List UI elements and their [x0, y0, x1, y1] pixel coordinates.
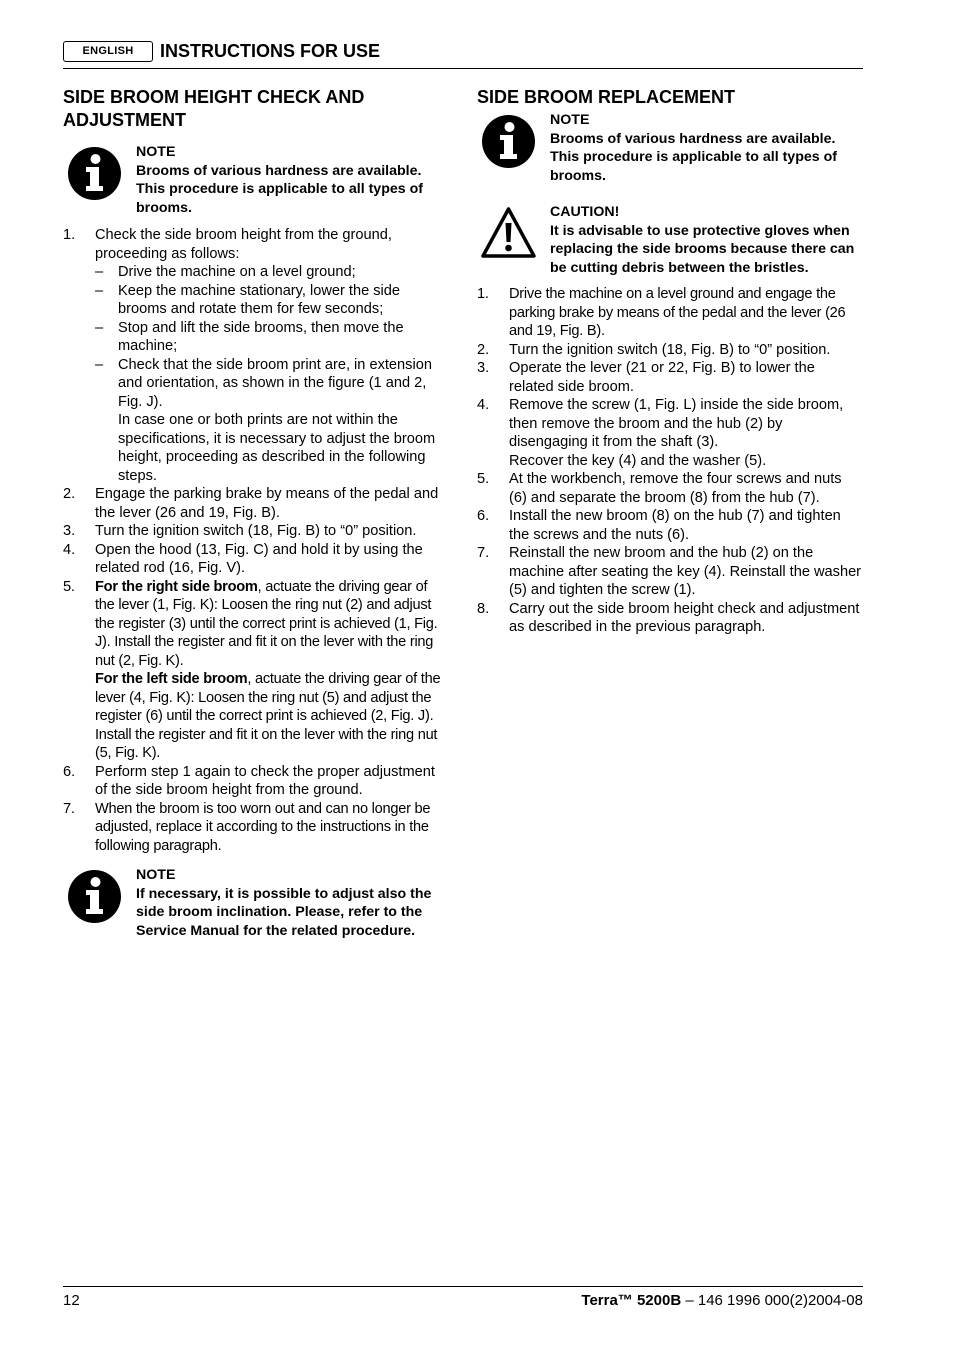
caution-text: It is advisable to use protective gloves when replacing the side brooms because there can be cutting debris between the bristles. — [550, 222, 855, 276]
sub-step-text: Stop and lift the side brooms, then move the machine; — [118, 319, 404, 354]
step-number: 4. — [477, 397, 490, 413]
list-item — [63, 800, 448, 856]
page-header — [63, 40, 863, 69]
step-text: Engage the parking brake by means of the pedal and the lever (26 and 19, Fig. B). — [95, 486, 439, 521]
step-number: 3. — [63, 523, 76, 539]
step-number: 8. — [477, 600, 490, 617]
left-heading — [63, 86, 448, 132]
list-item — [477, 544, 863, 600]
step-text: Turn the ignition switch (18, Fig. B) to “0” position. — [95, 523, 417, 539]
note-callout-3 — [477, 111, 863, 185]
left-heading-line2: ADJUSTMENT — [63, 110, 187, 130]
replacement-steps — [477, 285, 863, 637]
language-badge: ENGLISH — [63, 41, 153, 62]
step-text: , actuate the driving gear of the lever (4, Fig. K): Loosen the ring nut (5) and adjust the register (6) until the correct print is achieved (2, Fig. J). Install the register and fit it on the lever with the ring nut (5, Fig. K). — [95, 671, 441, 761]
list-item — [95, 282, 448, 319]
section-title: INSTRUCTIONS FOR USE — [160, 41, 381, 61]
sub-step-text: Check that the side broom print are, in extension and orientation, as shown in the figure (1 and 2, Fig. J). — [118, 356, 432, 410]
caution-title: CAUTION! — [550, 204, 620, 220]
note-text: If necessary, it is possible to adjust also the side broom inclination. Please, refer to the Service Manual for the related procedure. — [136, 885, 432, 939]
step-number: 2. — [477, 341, 490, 358]
step-text: Drive the machine on a level ground and engage the parking brake by means of the pedal and the lever (26 and 19, Fig. B). — [509, 286, 846, 339]
list-item — [477, 285, 863, 341]
sub-step-continuation: In case one or both prints are not within the specifications, it is necessary to adjust the broom height, proceeding as described in the following steps. — [118, 412, 436, 484]
info-icon — [481, 114, 536, 169]
list-item — [63, 763, 448, 800]
page-number: 12 — [63, 1292, 80, 1309]
step-number: 7. — [63, 800, 75, 817]
step-number: 6. — [477, 508, 490, 524]
dash-bullet: – — [95, 356, 104, 373]
right-column — [477, 86, 863, 637]
list-item — [63, 541, 448, 578]
left-broom-label: For the left side broom — [95, 671, 248, 687]
list-item — [63, 226, 448, 485]
list-item — [63, 485, 448, 522]
step-number: 5. — [63, 578, 75, 595]
step-text: When the broom is too worn out and can no longer be adjusted, replace it according to the instructions in the following paragraph. — [95, 800, 431, 854]
sub-step-text: Drive the machine on a level ground; — [118, 264, 356, 280]
list-item — [63, 578, 448, 763]
note-title: NOTE — [136, 867, 176, 883]
step-text: Remove the screw (1, Fig. L) inside the side broom, then remove the broom and the hub (2) by disengaging it from the shaft (3). — [509, 397, 844, 450]
list-item — [477, 507, 863, 544]
caution-callout — [477, 203, 863, 277]
step-text: Check the side broom height from the ground, proceeding as follows: — [95, 227, 392, 262]
right-heading: SIDE BROOM REPLACEMENT — [477, 87, 736, 107]
step-text: Open the hood (13, Fig. C) and hold it by using the related rod (16, Fig. V). — [95, 541, 423, 576]
list-item — [477, 359, 863, 396]
dash-bullet: – — [95, 264, 104, 280]
warning-icon — [481, 206, 536, 261]
list-item — [63, 522, 448, 541]
list-item — [95, 319, 448, 356]
step-text: Carry out the side broom height check and adjustment as described in the previous paragraph. — [509, 600, 860, 635]
step-text: Perform step 1 again to check the proper adjustment of the side broom height from the ground. — [95, 763, 435, 798]
step-number: 2. — [63, 486, 76, 502]
info-icon — [67, 869, 122, 924]
step-number: 7. — [477, 545, 490, 561]
document-reference — [581, 1292, 863, 1309]
list-item — [477, 396, 863, 470]
right-broom-label: For the right side broom — [95, 578, 258, 595]
info-icon — [67, 146, 122, 201]
list-item — [477, 600, 863, 637]
note-text: Brooms of various hardness are available. This procedure is applicable to all types of brooms. — [136, 162, 423, 216]
step-number: 5. — [477, 471, 490, 487]
sub-steps — [95, 263, 448, 411]
note-callout-1 — [63, 143, 448, 217]
list-item — [477, 470, 863, 507]
note-text: Brooms of various hardness are available. This procedure is applicable to all types of brooms. — [550, 130, 837, 184]
dash-bullet: – — [95, 319, 104, 336]
step-number: 6. — [63, 763, 76, 780]
product-name: Terra™ 5200B — [581, 1292, 682, 1309]
step-text: , actuate the driving gear of the lever (1, Fig. K): Loosen the ring nut (2) and adjust the register (3) until the correct print is achieved (1, Fig. J). Install the register and fit it on the lever with the ring nut (2, Fig. K). — [95, 578, 438, 669]
step-continuation: Recover the key (4) and the washer (5). — [509, 452, 767, 469]
step-number: 1. — [63, 227, 76, 243]
step-text: Install the new broom (8) on the hub (7) and tighten the screws and the nuts (6). — [509, 508, 841, 543]
step-number: 4. — [63, 541, 76, 558]
step-text: Operate the lever (21 or 22, Fig. B) to lower the related side broom. — [509, 360, 815, 395]
step-text: At the workbench, remove the four screws and nuts (6) and separate the broom (8) from the hub (7). — [509, 471, 842, 506]
page-footer — [63, 1286, 863, 1316]
list-item — [95, 263, 448, 282]
list-item — [477, 341, 863, 360]
dash-bullet: – — [95, 282, 104, 299]
left-column — [63, 86, 448, 940]
list-item — [95, 356, 448, 412]
step-number: 1. — [477, 286, 489, 302]
note-callout-2 — [63, 866, 448, 940]
height-check-steps — [63, 226, 448, 855]
document-code: – 146 1996 000(2)2004-08 — [681, 1292, 863, 1309]
left-broom-paragraph — [95, 670, 448, 763]
step-text: Turn the ignition switch (18, Fig. B) to “0” position. — [509, 341, 831, 358]
left-heading-line1: SIDE BROOM HEIGHT CHECK AND — [63, 87, 365, 107]
note-title: NOTE — [550, 112, 590, 128]
sub-step-text: Keep the machine stationary, lower the side brooms and rotate them for few seconds; — [118, 282, 401, 317]
step-text: Reinstall the new broom and the hub (2) on the machine after seating the key (4). Reinstall the washer (5) and tighten the screw (1). — [509, 545, 862, 598]
note-title: NOTE — [136, 144, 176, 160]
step-number: 3. — [477, 360, 490, 376]
